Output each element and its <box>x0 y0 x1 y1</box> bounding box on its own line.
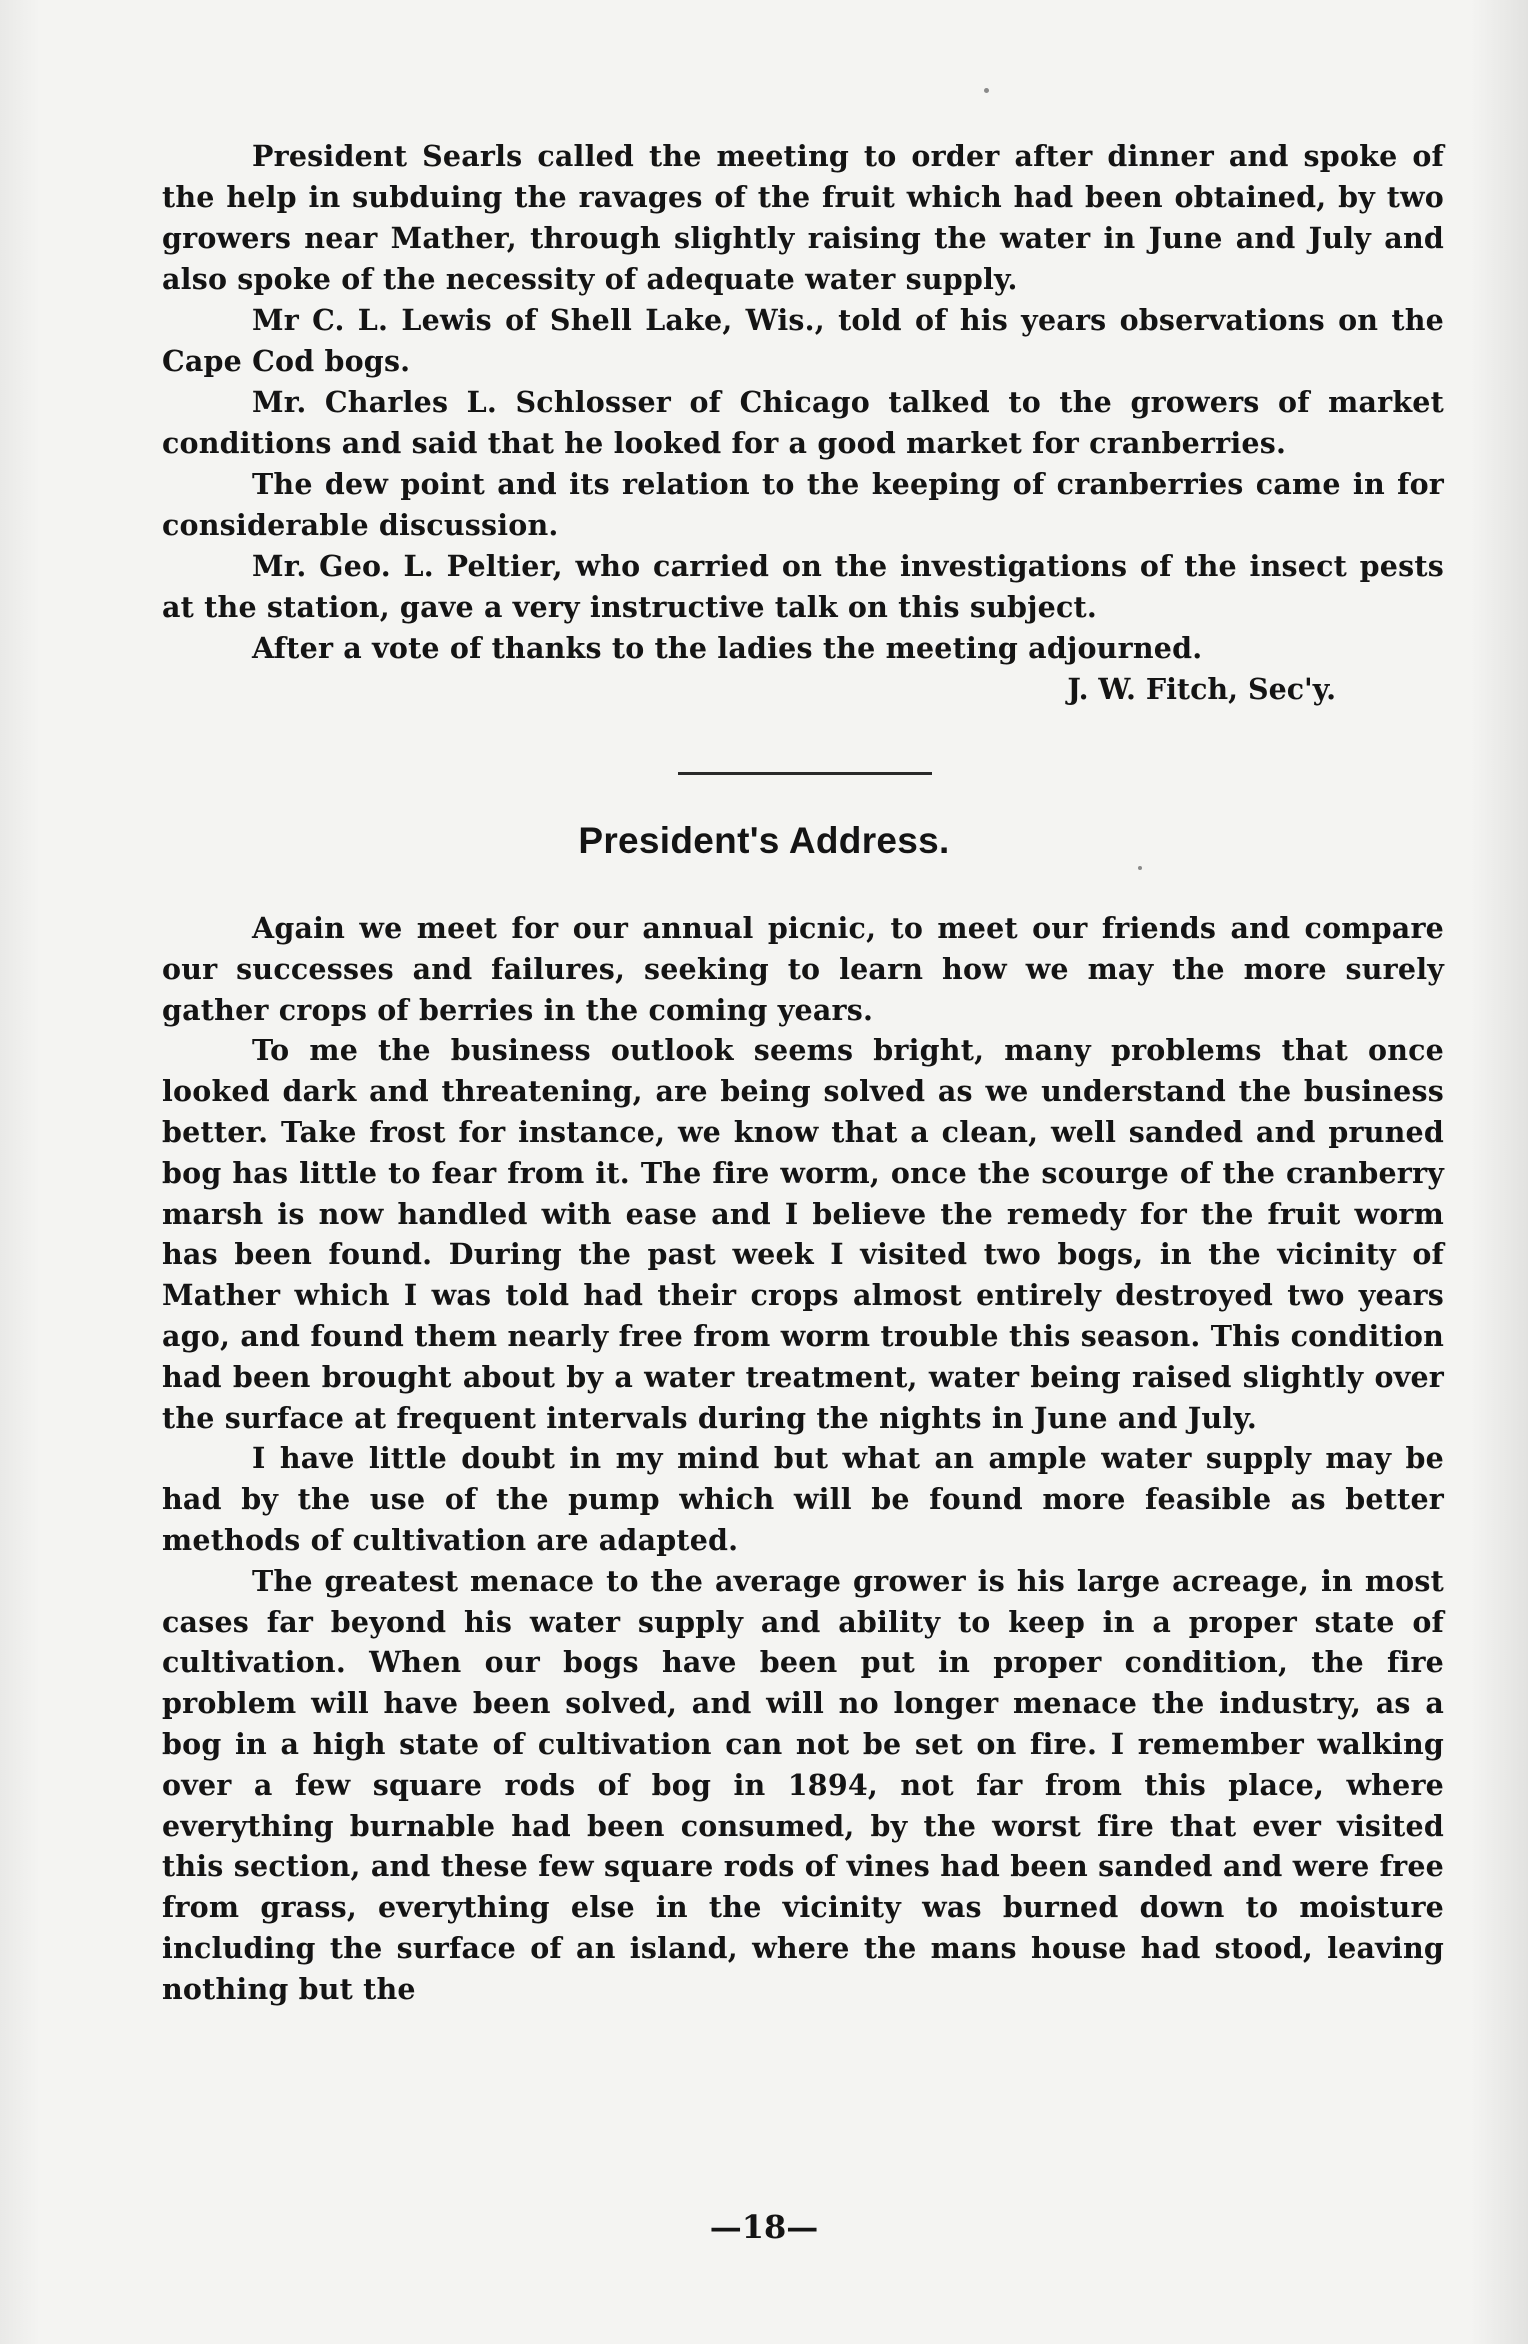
address-paragraph: I have little doubt in my mind but what an ample water supply may be had by the use of the pump which will be found more feasible as better methods of cultivation are adapted. <box>162 1441 1444 1557</box>
presidents-address <box>162 908 1444 2010</box>
address-paragraph: To me the business outlook seems bright, many problems that once looked dark and threatening, are being solved as we understand the business better. Take frost for instance, we know that a clean, well sanded and pruned bog has little to fear from it. The fire worm, once the scourge of the cranberry marsh is now handled with ease and I believe the remedy for the fruit worm has been found. During the past week I visited two bogs, in the vicinity of Mather which I was told had their crops almost entirely destroyed two years ago, and found them nearly free from worm trouble this season. This condition had been brought about by a water treatment, water being raised slightly over the surface at frequent intervals during the nights in June and July. <box>162 1033 1444 1435</box>
section-title: President's Address. <box>578 820 950 861</box>
minutes-paragraph: The dew point and its relation to the keeping of cranberries came in for considerable discussion. <box>162 467 1444 542</box>
minutes-paragraph: Mr. Geo. L. Peltier, who carried on the investigations of the insect pests at the station, gave a very instructive talk on this subject. <box>162 549 1444 624</box>
meeting-minutes <box>162 136 1444 710</box>
address-paragraph: Again we meet for our annual picnic, to meet our friends and compare our successes and failures, seeking to learn how we may the more surely gather crops of berries in the coming years. <box>162 911 1444 1027</box>
paper-speck <box>984 88 989 93</box>
minutes-paragraph: After a vote of thanks to the ladies the meeting adjourned. <box>252 631 1203 665</box>
minutes-paragraph: Mr. Charles L. Schlosser of Chicago talked to the growers of market conditions and said that he looked for a good market for cranberries. <box>162 385 1444 460</box>
secretary-signature: J. W. Fitch, Sec'y. <box>1067 672 1336 706</box>
address-paragraph: The greatest menace to the average grower is his large acreage, in most cases far beyond his water supply and ability to keep in a proper state of cultivation. When our bogs have been put in proper condition, the fire problem will have been solved, and will no longer menace the industry, as a bog in a high state of cultivation can not be set on fire. I remember walking over a few square rods of bog in 1894, not far from this place, where everything burnable had been consumed, by the worst fire that ever visited this section, and these few square rods of vines had been sanded and were free from grass, everything else in the vicinity was burned down to moisture including the surface of an island, where the mans house had stood, leaving nothing but the <box>162 1563 1444 2006</box>
page-number: —18— <box>709 2208 819 2246</box>
paper-speck <box>1138 866 1142 870</box>
minutes-paragraph: President Searls called the meeting to order after dinner and spoke of the help in subduing the ravages of the fruit which had been obtained, by two growers near Mather, through slightly raising the water in June and July and also spoke of the necessity of adequate water supply. <box>162 139 1444 296</box>
section-divider <box>678 772 932 775</box>
minutes-paragraph: Mr C. L. Lewis of Shell Lake, Wis., told of his years observations on the Cape Cod bogs. <box>162 303 1444 378</box>
